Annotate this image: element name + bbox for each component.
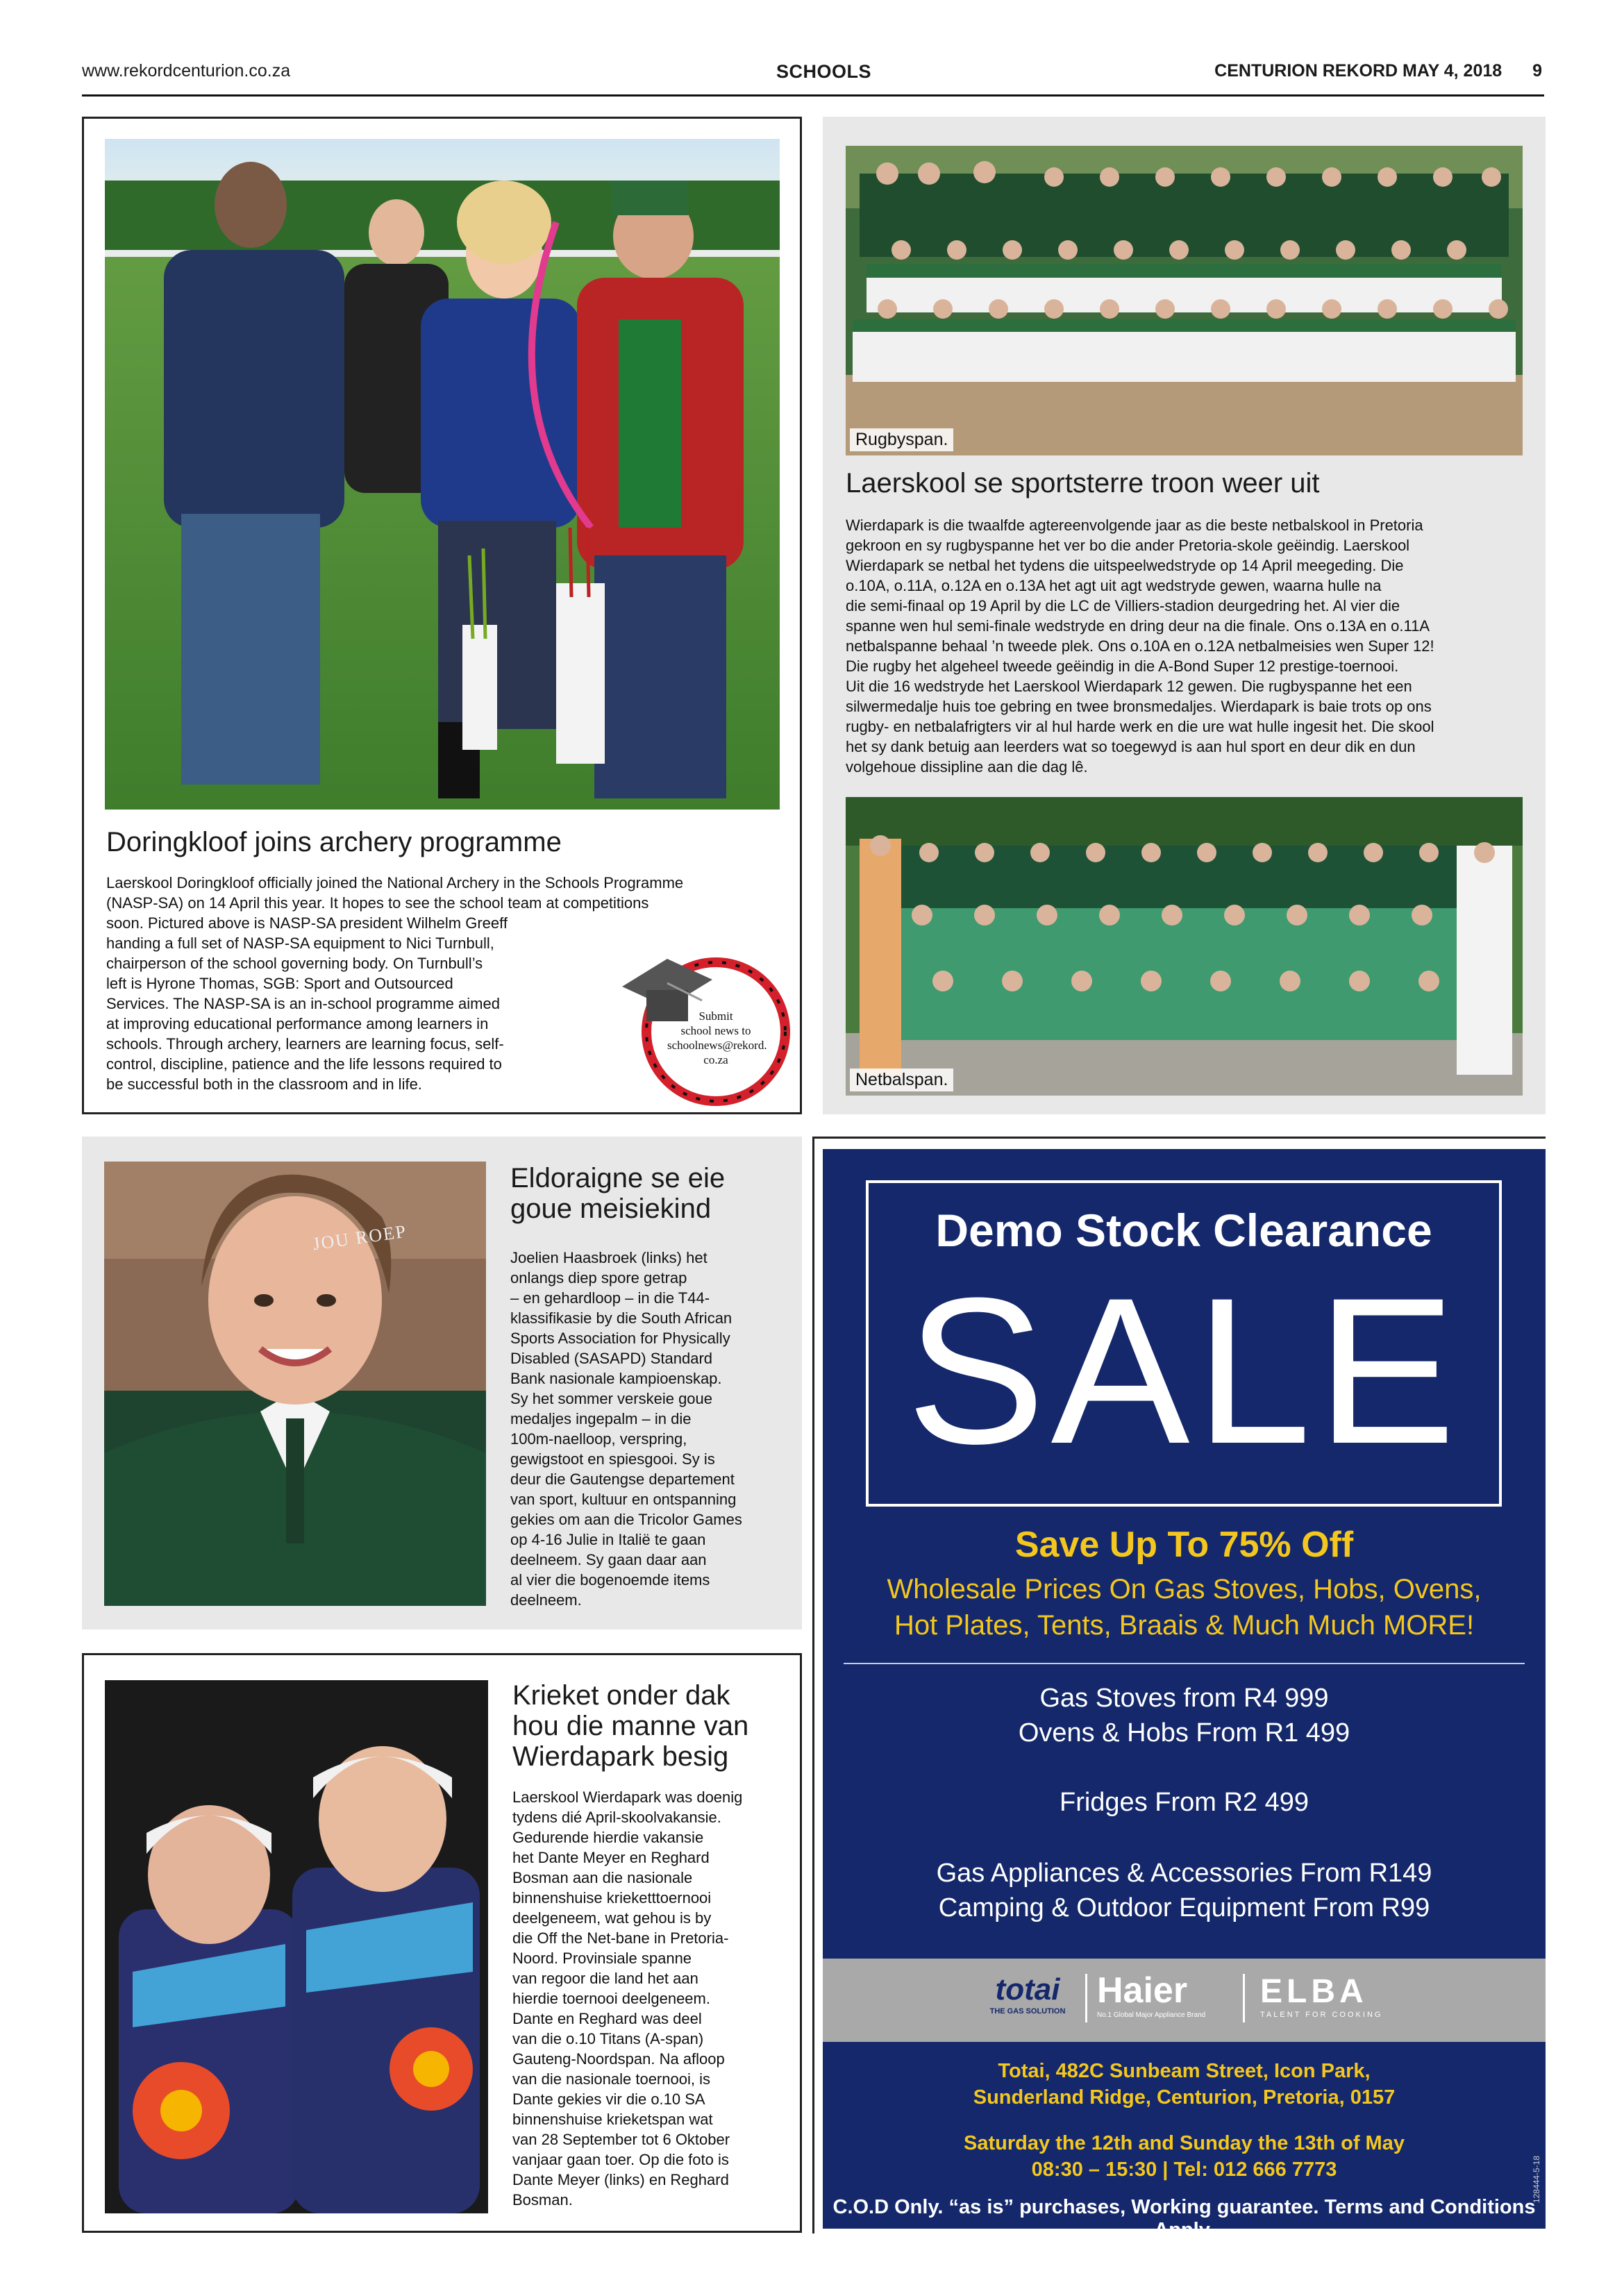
cricket-line: van 28 September tot 6 Oktober xyxy=(512,2131,730,2148)
publication-info xyxy=(1214,61,1542,81)
cricket-line: het Dante Meyer en Reghard xyxy=(512,1849,710,1866)
sports-headline: Laerskool se sportsterre troon weer uit xyxy=(846,468,1320,498)
ad-sale-word: SALE xyxy=(906,1254,1462,1487)
ad-price-4: Gas Appliances & Accessories From R149 xyxy=(936,1859,1432,1888)
headline-line: goue meisiekind xyxy=(510,1193,712,1224)
eldoraigne-line: Joelien Haasbroek (links) het xyxy=(510,1249,708,1266)
eldoraigne-line: Sy het sommer verskeie goue xyxy=(510,1390,713,1407)
eldoraigne-article xyxy=(82,1137,802,1629)
ad-address-2: Sunderland Ridge, Centurion, Pretoria, 0157 xyxy=(973,2086,1396,2109)
netball-caption: Netbalspan. xyxy=(850,1069,953,1091)
photo-sign-text: JOU ROEP xyxy=(311,1221,408,1255)
archery-line: soon. Pictured above is NASP-SA president Wilhelm Greeff xyxy=(106,914,508,932)
cricket-line: binnenshuise krieketspan wat xyxy=(512,2111,713,2128)
sports-line: gekroon en sy rugbyspanne het ver bo die ander Pretoria-skole geëindig. Laerskool xyxy=(846,537,1410,554)
sports-line: Uit die 16 wedstryde het Laerskool Wierdapark 12 gewen. Die rugbyspanne het een xyxy=(846,678,1412,695)
haier-logo-text: Haier xyxy=(1097,1970,1188,2011)
ad-terms: C.O.D Only. “as is” purchases, Working guarantee. Terms and Conditions Apply. xyxy=(832,2196,1536,2241)
headline-line: Eldoraigne se eie xyxy=(510,1163,726,1193)
cricket-line: Bosman. xyxy=(512,2191,573,2209)
netball-photo-image xyxy=(846,797,1523,1096)
archery-line: chairperson of the school governing body. On Turnbull’s xyxy=(106,955,483,972)
website-url[interactable]: www.rekordcenturion.co.za xyxy=(82,61,291,81)
sports-line: volgehoue dissipline aan die dag lê. xyxy=(846,758,1088,776)
cricket-body xyxy=(512,1787,790,2210)
ad-price-3: Fridges From R2 499 xyxy=(1059,1788,1309,1817)
eldoraigne-line: medaljes ingepalm – in die xyxy=(510,1410,692,1427)
cricket-line: vanjaar gaan toer. Op die foto is xyxy=(512,2151,729,2168)
cricket-article xyxy=(82,1653,802,2233)
ad-wholesale-1: Wholesale Prices On Gas Stoves, Hobs, Ovens, xyxy=(887,1574,1482,1604)
cricket-line: Laerskool Wierdapark was doenig xyxy=(512,1788,743,1806)
totai-logo-subtext: THE GAS SOLUTION xyxy=(989,2007,1066,2016)
sports-body xyxy=(846,515,1526,777)
section-title: SCHOOLS xyxy=(776,61,872,82)
archery-line: handing a full set of NASP-SA equipment to Nici Turnbull, xyxy=(106,935,494,952)
archery-line: left is Hyrone Thomas, SGB: Sport and Outsourced xyxy=(106,975,453,992)
eldoraigne-line: Bank nasionale kampioenskap. xyxy=(510,1370,722,1387)
logo-separator xyxy=(1085,1974,1087,2022)
cricket-photo-image xyxy=(105,1680,488,2213)
cricket-line: van die o.10 Titans (A-span) xyxy=(512,2030,704,2047)
badge-line: Submit xyxy=(698,1009,733,1023)
archery-line: (NASP-SA) on 14 April this year. It hopes to see the school team at competitions xyxy=(106,894,649,912)
headline-line: Krieket onder dak xyxy=(512,1680,730,1711)
eldoraigne-headline xyxy=(510,1163,725,1224)
header-rule xyxy=(82,94,1544,97)
elba-logo-subtext: TALENT FOR COOKING xyxy=(1260,2011,1383,2019)
headline-line: Wierdapark besig xyxy=(512,1741,729,1772)
totai-logo-text: totai xyxy=(995,1972,1060,2006)
cricket-line: Noord. Provinsiale spanne xyxy=(512,1950,692,1967)
badge-line: co.za xyxy=(703,1053,728,1066)
ad-price-1: Gas Stoves from R4 999 xyxy=(1039,1684,1329,1713)
eldoraigne-line: Sports Association for Physically xyxy=(510,1330,730,1347)
badge-line: school news to xyxy=(680,1024,751,1037)
archery-headline: Doringkloof joins archery programme xyxy=(106,827,562,857)
sports-line: die semi-finaal op 19 April by die LC de Villiers-stadion deurgedring het. Al vier die xyxy=(846,597,1400,614)
publication-date: CENTURION REKORD MAY 4, 2018 xyxy=(1214,61,1502,81)
haier-logo[interactable] xyxy=(1097,1970,1236,2019)
elba-logo[interactable] xyxy=(1260,1972,1399,2019)
archery-line: be successful both in the classroom and in life. xyxy=(106,1075,422,1093)
sports-line: netbalspanne behaal ’n tweede plek. Ons o.10A en o.12A netbalmeisies wen Super 12! xyxy=(846,637,1434,655)
ad-divider xyxy=(844,1663,1525,1664)
sports-line: Die rugby het algeheel tweede geëindig in die A-Bond Super 12 prestige-toernooi. xyxy=(846,657,1399,675)
badge-line: schoolnews@rekord. xyxy=(667,1039,767,1052)
haier-logo-subtext: No.1 Global Major Appliance Brand xyxy=(1097,2011,1206,2019)
page-number: 9 xyxy=(1532,61,1542,81)
sale-advertisement[interactable] xyxy=(823,1149,1546,2241)
eldoraigne-line: onlangs diep spore getrap xyxy=(510,1269,687,1287)
cricket-line: Dante Meyer (links) en Reghard xyxy=(512,2171,729,2188)
ad-price-5: Camping & Outdoor Equipment From R99 xyxy=(938,1893,1430,1922)
eldoraigne-line: op 4-16 Julie in Italië te gaan xyxy=(510,1531,706,1548)
cricket-line: deelgeneem, wat gehou is by xyxy=(512,1909,712,1927)
netball-photo xyxy=(846,797,1523,1096)
archery-article xyxy=(82,117,802,1114)
cricket-line: Dante gekies vir die o.10 SA xyxy=(512,2090,705,2108)
ad-save: Save Up To 75% Off xyxy=(1014,1525,1354,1565)
cricket-line: die Off the Net-bane in Pretoria- xyxy=(512,1929,729,1947)
eldoraigne-line: – en gehardloop – in die T44- xyxy=(510,1289,710,1307)
archery-photo-image xyxy=(105,139,780,810)
archery-line: schools. Through archery, learners are learning focus, self- xyxy=(106,1035,504,1053)
sports-line: spanne wen hul semi-finale wedstryde en dring deur na die finale. Ons o.13A en o.11A xyxy=(846,617,1430,635)
cricket-line: tydens dié April-skoolvakansie. xyxy=(512,1809,721,1826)
cricket-line: binnenshuise krieketttoernooi xyxy=(512,1889,712,1907)
logo-separator xyxy=(1243,1974,1245,2022)
sports-line: o.10A, o.11A, o.12A en o.13A het agt uit agt wedstryde gewen, waarna hulle na xyxy=(846,577,1382,594)
sale-title-box xyxy=(866,1180,1502,1507)
eldoraigne-photo xyxy=(104,1162,486,1606)
cricket-line: Gauteng-Noordspan. Na afloop xyxy=(512,2050,725,2068)
cricket-line: van die nasionale toernooi, is xyxy=(512,2070,710,2088)
cricket-line: Gedurende hierdie vakansie xyxy=(512,1829,704,1846)
rugby-photo xyxy=(846,146,1523,455)
badge-text xyxy=(667,1009,767,1067)
eldoraigne-line: van sport, kultuur en ontspanning xyxy=(510,1491,737,1508)
eldoraigne-line: klassifikasie by die South African xyxy=(510,1309,733,1327)
eldoraigne-line: al vier die bogenoemde items xyxy=(510,1571,710,1589)
elba-logo-text: ELBA xyxy=(1260,1973,1368,2010)
eldoraigne-photo-image xyxy=(104,1162,486,1606)
eldoraigne-line: deelneem. Sy gaan daar aan xyxy=(510,1551,707,1568)
sports-article xyxy=(823,117,1546,1114)
eldoraigne-line: deur die Gautengse departement xyxy=(510,1470,735,1488)
totai-logo[interactable] xyxy=(982,1972,1073,2016)
cricket-photo xyxy=(105,1680,488,2213)
ad-dates-2: 08:30 – 15:30 | Tel: 012 666 7773 xyxy=(1031,2159,1337,2181)
eldoraigne-line: 100m-naelloop, verspring, xyxy=(510,1430,687,1448)
sports-line: Wierdapark is die twaalfde agtereenvolgende jaar as die beste netbalskool in Pretoria xyxy=(846,517,1423,534)
ad-reference: 128444-5-18 xyxy=(1532,2156,1541,2204)
cricket-headline xyxy=(512,1680,748,1772)
archery-line: Laerskool Doringkloof officially joined the National Archery in the Schools Programme xyxy=(106,874,684,891)
sports-line: silwermedalje huis toe gebring en twee bronsmedaljes. Wierdapark is baie trots op ons xyxy=(846,698,1432,715)
eldoraigne-line: Disabled (SASAPD) Standard xyxy=(510,1350,713,1367)
sports-line: het sy dank betuig aan leerders wat so toegewyd is aan hul sport en deur dik en dun xyxy=(846,738,1416,755)
archery-line: control, discipline, patience and the life lessons required to xyxy=(106,1055,502,1073)
brand-logos-strip xyxy=(823,1959,1546,2042)
ad-price-2: Ovens & Hobs From R1 499 xyxy=(1018,1718,1350,1748)
sports-line: Wierdapark se netbal het tydens die uitspeelwedstryde op 14 April meegeding. Die xyxy=(846,557,1404,574)
archery-line: Services. The NASP-SA is an in-school programme aimed xyxy=(106,995,500,1012)
cricket-line: Dante en Reghard was deel xyxy=(512,2010,702,2027)
archery-line: at improving educational performance among learners in xyxy=(106,1015,489,1032)
eldoraigne-line: deelneem. xyxy=(510,1591,582,1609)
ad-address-1: Totai, 482C Sunbeam Street, Icon Park, xyxy=(998,2060,1371,2082)
archery-photo xyxy=(105,139,780,810)
submit-news-badge[interactable] xyxy=(619,945,785,1112)
ad-dates-1: Saturday the 12th and Sunday the 13th of May xyxy=(964,2132,1405,2154)
rugby-photo-image xyxy=(846,146,1523,455)
cricket-line: Bosman aan die nasionale xyxy=(512,1869,693,1886)
cricket-line: hierdie toernooi deelgeneem. xyxy=(512,1990,710,2007)
eldoraigne-line: gekies om aan die Tricolor Games xyxy=(510,1511,742,1528)
sports-line: rugby- en netbalafrigters vir al hul harde werk en die ure wat hulle ingesit het. Die skool xyxy=(846,718,1434,735)
eldoraigne-body xyxy=(510,1248,788,1610)
ad-title: Demo Stock Clearance xyxy=(935,1205,1432,1256)
ad-wholesale-2: Hot Plates, Tents, Braais & Much Much MORE! xyxy=(894,1610,1475,1641)
eldoraigne-line: gewigstoot en spiesgooi. Sy is xyxy=(510,1450,715,1468)
rugby-caption: Rugbyspan. xyxy=(850,428,953,451)
headline-line: hou die manne van xyxy=(512,1711,749,1741)
cricket-line: van regoor die land het aan xyxy=(512,1970,698,1987)
